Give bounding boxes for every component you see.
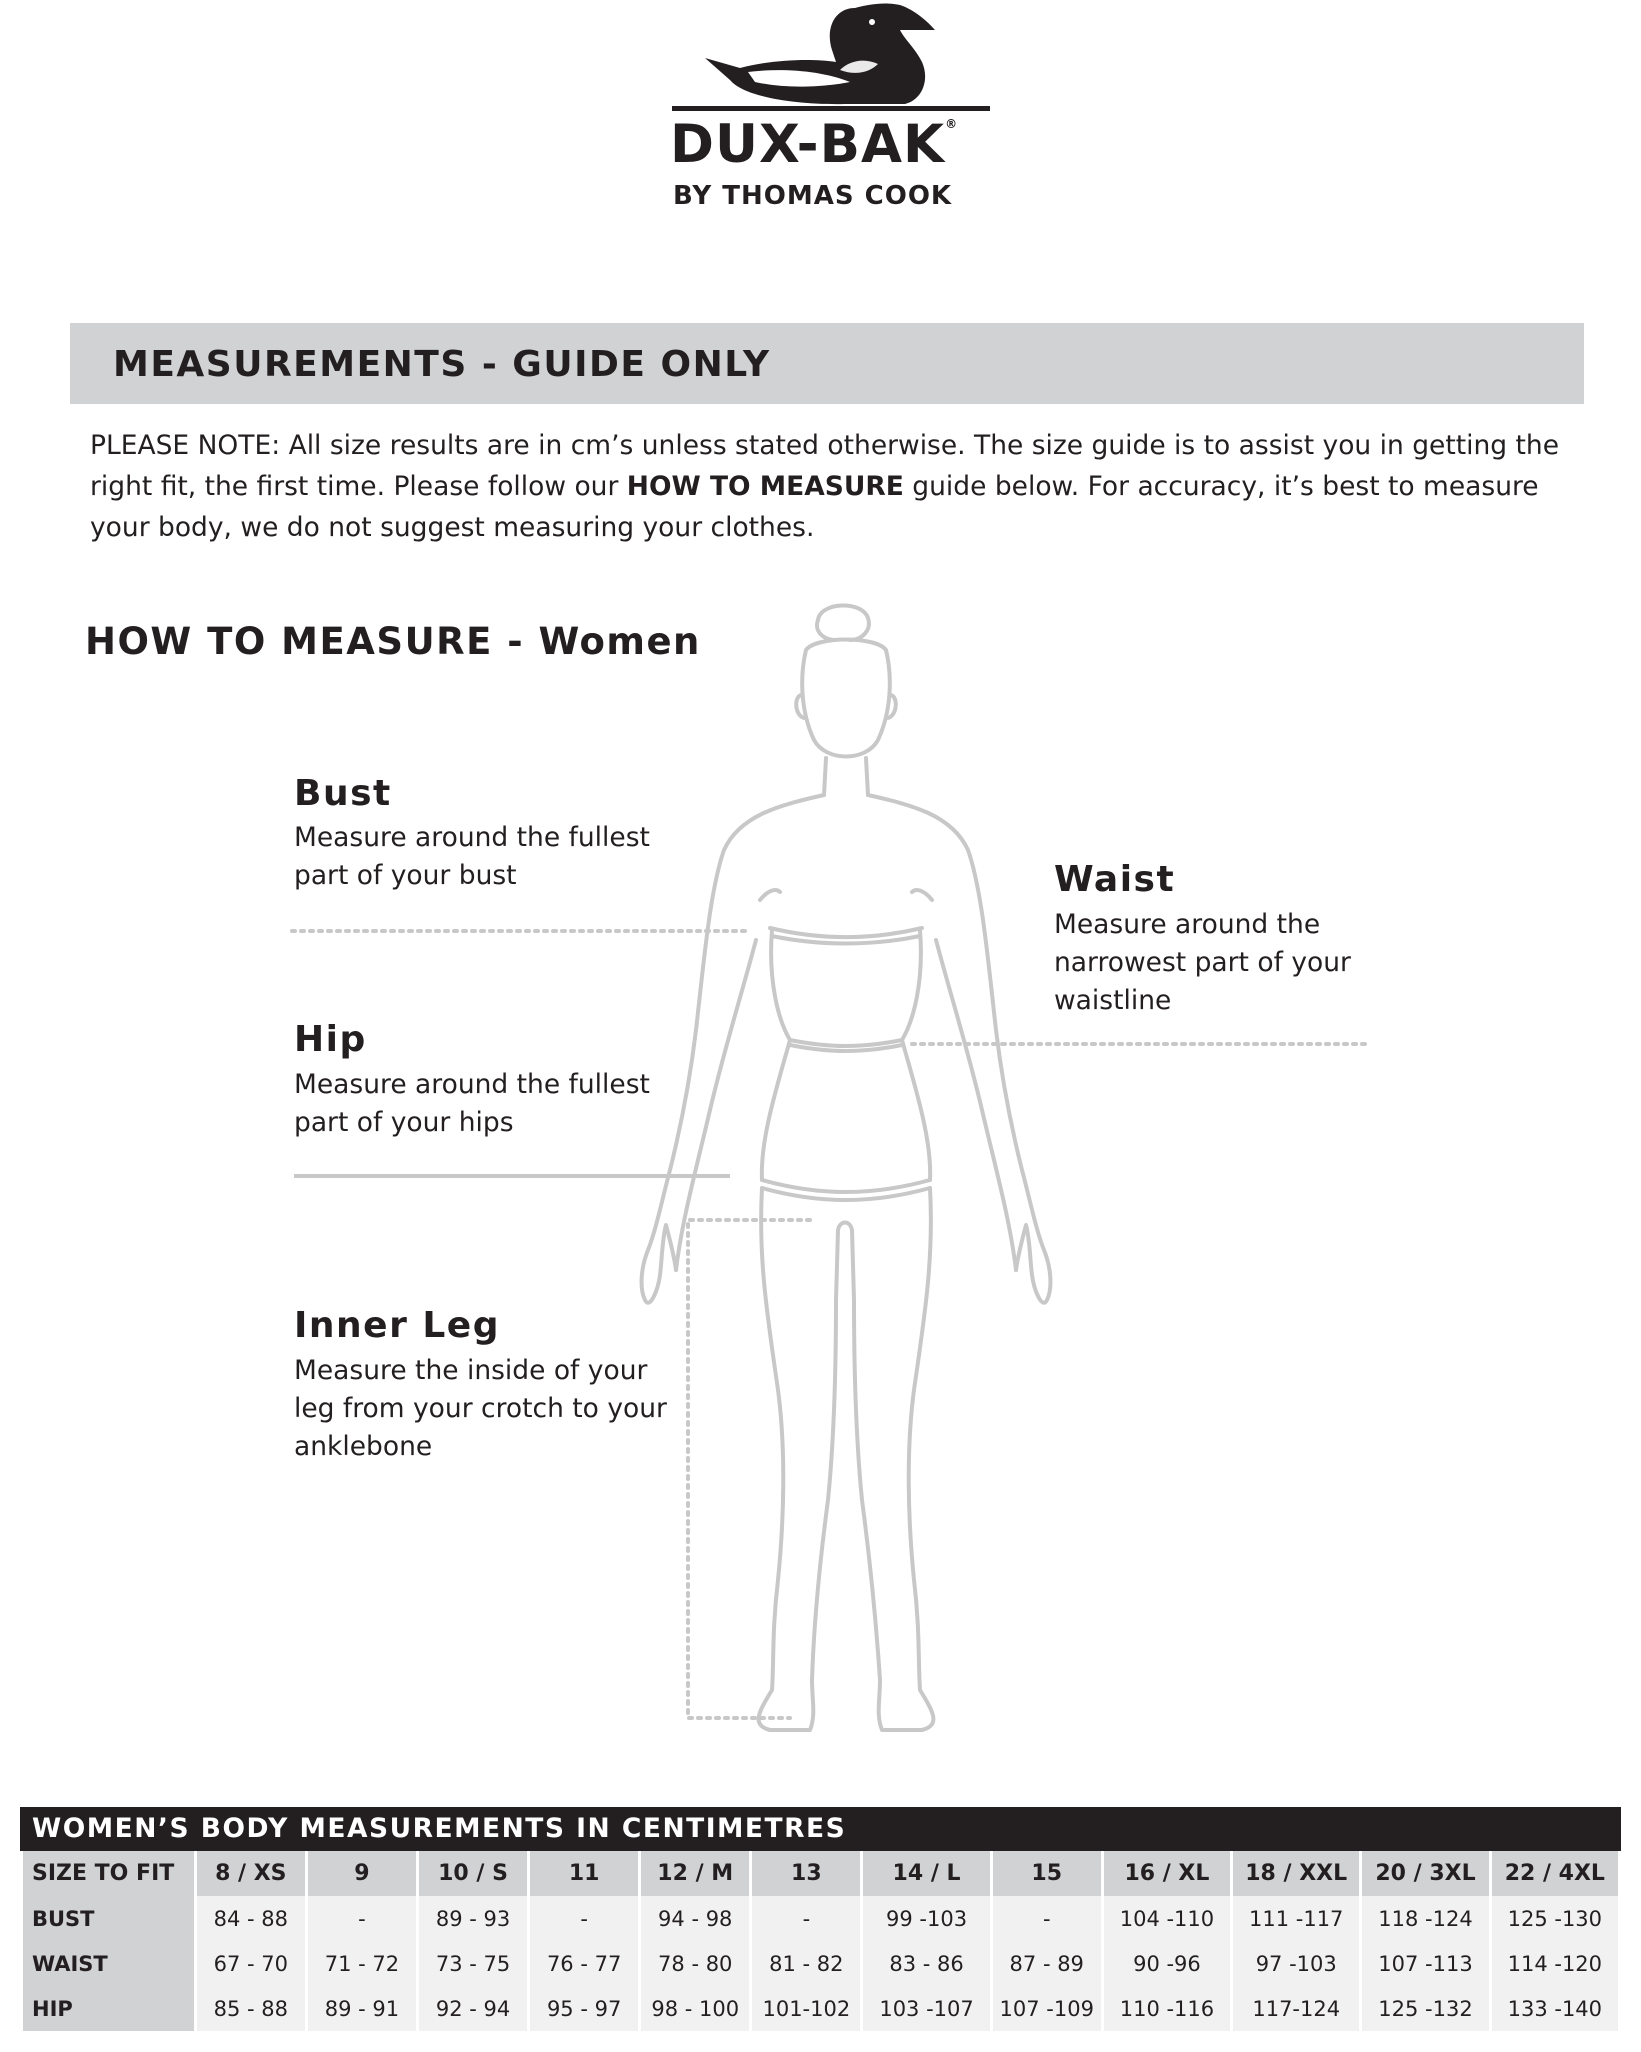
how-to-measure-title: HOW TO MEASURE - Women [85,620,701,663]
table-row-waist [23,1941,1618,1986]
table-cell: 97 -103 [1233,1941,1359,1986]
table-cell: 84 - 88 [197,1896,305,1941]
table-row-bust [23,1896,1618,1941]
table-cell: 99 -103 [863,1896,989,1941]
table-cell: 92 - 94 [419,1986,527,2031]
table-cell: 83 - 86 [863,1941,989,1986]
size-cell: 15 [993,1851,1101,1896]
hip-heading: Hip [294,1019,367,1060]
table-cell: 125 -132 [1362,1986,1488,2031]
size-cell: 8 / XS [197,1851,305,1896]
table-cell: 101-102 [752,1986,860,2031]
size-cell: 18 / XXL [1233,1851,1359,1896]
table-cell: 90 -96 [1104,1941,1230,1986]
table-cell: 125 -130 [1492,1896,1618,1941]
table-cell: 114 -120 [1492,1941,1618,1986]
inner-leg-heading: Inner Leg [294,1305,500,1346]
size-cell: 11 [530,1851,638,1896]
table-cell: - [308,1896,416,1941]
table-cell: 81 - 82 [752,1941,860,1986]
size-table-title: WOMEN’S BODY MEASUREMENTS IN CENTIMETRES [32,1813,847,1844]
table-cell: 107 -109 [993,1986,1101,2031]
size-table-title-bar [20,1807,1621,1851]
table-cell: 67 - 70 [197,1941,305,1986]
waist-description: Measure around the narrowest part of your waistline [1054,909,1351,1016]
table-cell: 76 - 77 [530,1941,638,1986]
table-cell: 104 -110 [1104,1896,1230,1941]
size-cell: 12 / M [641,1851,749,1896]
table-row-hip [23,1986,1618,2031]
bust-heading: Bust [294,773,392,814]
table-cell: 118 -124 [1362,1896,1488,1941]
row-label-waist: WAIST [23,1941,194,1986]
table-header-row [23,1851,1618,1896]
table-cell: 89 - 93 [419,1896,527,1941]
size-cell: 22 / 4XL [1492,1851,1618,1896]
row-label-bust: BUST [23,1896,194,1941]
table-cell: - [752,1896,860,1941]
size-table [20,1851,1621,2031]
table-cell: 95 - 97 [530,1986,638,2031]
guide-title: MEASUREMENTS - GUIDE ONLY [113,344,771,385]
size-cell: 10 / S [419,1851,527,1896]
table-cell: 107 -113 [1362,1941,1488,1986]
table-cell: 110 -116 [1104,1986,1230,2031]
note-text-1: PLEASE NOTE: All size results are in cm’s unless stated otherwise. The size guide is to assist you in getting the right fit, the first time. Please follow our [90,430,1560,502]
table-cell: 117-124 [1233,1986,1359,2031]
table-cell: 71 - 72 [308,1941,416,1986]
table-cell: 103 -107 [863,1986,989,2031]
waist-heading: Waist [1054,859,1176,900]
table-cell: 85 - 88 [197,1986,305,2031]
header-label-cell: SIZE TO FIT [23,1851,194,1896]
table-cell: 87 - 89 [993,1941,1101,1986]
hip-description: Measure around the fullest part of your hips [294,1069,650,1138]
table-cell: 78 - 80 [641,1941,749,1986]
size-cell: 9 [308,1851,416,1896]
table-cell: 98 - 100 [641,1986,749,2031]
table-cell: 133 -140 [1492,1986,1618,2031]
bust-description: Measure around the fullest part of your bust [294,822,650,891]
table-cell: 89 - 91 [308,1986,416,2031]
note-bold-text: HOW TO MEASURE [626,471,904,502]
size-cell: 13 [752,1851,860,1896]
inner-leg-description: Measure the inside of your leg from your crotch to your anklebone [294,1355,667,1462]
row-label-hip: HIP [23,1986,194,2031]
brand-subtitle: BY THOMAS COOK [673,181,953,211]
table-cell: - [993,1896,1101,1941]
size-cell: 14 / L [863,1851,989,1896]
size-cell: 20 / 3XL [1362,1851,1488,1896]
brand-name: DUX-BAK® [670,114,959,175]
table-cell: 94 - 98 [641,1896,749,1941]
table-cell: 111 -117 [1233,1896,1359,1941]
registered-mark: ® [945,117,959,131]
table-cell: 73 - 75 [419,1941,527,1986]
inner-leg-guide-line [688,1220,810,1718]
note-text-2: guide below. For accuracy, it’s best to measure your body, we do not suggest measuring your clothes. [90,471,1539,543]
table-cell: - [530,1896,638,1941]
size-cell: 16 / XL [1104,1851,1230,1896]
